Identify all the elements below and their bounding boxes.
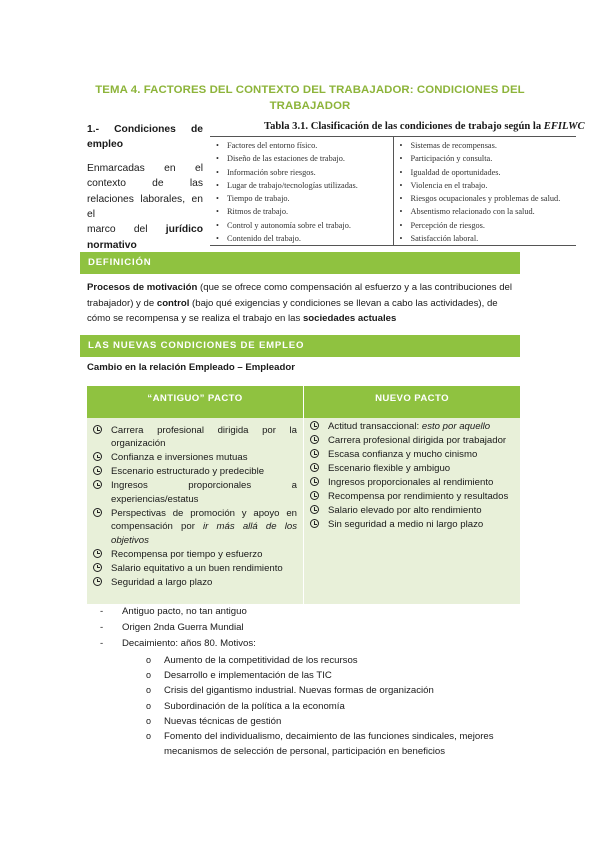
list-item: Recompensa por rendimiento y resultados xyxy=(328,490,514,503)
list-item: • Violencia en el trabajo. xyxy=(400,179,577,192)
relation-subtitle: Cambio en la relación Empleado – Empleador xyxy=(87,362,295,373)
list-item: Carrera profesional dirigida por la organización xyxy=(111,424,297,451)
intro-column xyxy=(87,122,203,253)
list-item: Seguridad a largo plazo xyxy=(111,576,297,589)
intro-heading: 1.- Condiciones de xyxy=(87,124,203,135)
list-item: - Antiguo pacto, no tan antiguo xyxy=(100,604,520,620)
definicion-text: Procesos de motivación (que se ofrece como compensación al esfuerzo y a las contribuciones del trabajador) y de control (bajo qué exigencias y condiciones se llevan a cabo las actividades), de cómo se recompensa y se realiza el trabajo en las sociedades actuales xyxy=(87,282,513,325)
list-item: • Absentismo relacionado con la salud. xyxy=(400,205,577,218)
clock-icon xyxy=(93,466,102,475)
list-item: • Riesgos ocupacionales y problemas de salud. xyxy=(400,192,577,205)
clock-icon xyxy=(93,563,102,572)
clock-icon xyxy=(310,449,319,458)
list-item: • Contenido del trabajo. xyxy=(216,232,393,245)
list-item: • Satisfacción laboral. xyxy=(400,232,577,245)
list-item: o Aumento de la competitividad de los recursos xyxy=(146,653,520,668)
list-item: - Origen 2nda Guerra Mundial xyxy=(100,620,520,636)
list-item: • Factores del entorno físico. xyxy=(216,139,393,152)
clock-icon xyxy=(93,577,102,586)
list-item: Carrera profesional dirigida por trabajador xyxy=(328,434,514,447)
list-item: • Percepción de riesgos. xyxy=(400,219,577,232)
clock-icon xyxy=(93,480,102,489)
definicion-bar: DEFINICIÓN xyxy=(80,252,520,274)
list-item: Confianza e inversiones mutuas xyxy=(111,451,297,464)
new-pact-header: NUEVO PACTO xyxy=(304,386,520,418)
intro-heading-line2: empleo xyxy=(87,139,124,151)
list-item: o Desarrollo e implementación de las TIC xyxy=(146,668,520,683)
list-item: Recompensa por tiempo y esfuerzo xyxy=(111,548,297,561)
clock-icon xyxy=(93,549,102,558)
list-item: • Control y autonomía sobre el trabajo. xyxy=(216,219,393,232)
clock-icon xyxy=(310,477,319,486)
clock-icon xyxy=(93,452,102,461)
clock-icon xyxy=(93,425,102,434)
list-item: o Fomento del individualismo, decaimiento de las funciones sindicales, mejores mecanismos de selección de personal, participación en beneficios xyxy=(146,729,520,760)
page-title: TEMA 4. FACTORES DEL CONTEXTO DEL TRABAJADOR: CONDICIONES DEL TRABAJADOR xyxy=(95,84,525,112)
new-pact-list xyxy=(304,420,520,531)
clock-icon xyxy=(93,508,102,517)
list-item: Salario elevado por alto rendimiento xyxy=(328,504,514,517)
conditions-table xyxy=(210,136,576,246)
list-item: Escasa confianza y mucho cinismo xyxy=(328,448,514,461)
old-pact-list xyxy=(87,424,303,589)
list-item: • Sistemas de recompensas. xyxy=(400,139,577,152)
clock-icon xyxy=(310,505,319,514)
list-item: Escenario flexible y ambiguo xyxy=(328,462,514,475)
nuevas-condiciones-bar: LAS NUEVAS CONDICIONES DE EMPLEO xyxy=(80,335,520,357)
list-item: Escenario estructurado y predecible xyxy=(111,465,297,478)
list-item: • Tiempo de trabajo. xyxy=(216,192,393,205)
list-item: Actitud transaccional: esto por aquello xyxy=(328,420,514,433)
old-pact-header: “ANTIGUO” PACTO xyxy=(87,386,303,418)
table-caption: Tabla 3.1. Clasificación de las condiciones de trabajo según la EFILWC xyxy=(264,121,585,132)
list-item: o Crisis del gigantismo industrial. Nuevas formas de organización xyxy=(146,683,520,698)
clock-icon xyxy=(310,519,319,528)
clock-icon xyxy=(310,491,319,500)
motivos-list xyxy=(122,653,520,760)
list-item: Ingresos proporcionales al rendimiento xyxy=(328,476,514,489)
list-item: • Ritmos de trabajo. xyxy=(216,205,393,218)
list-item: • Diseño de las estaciones de trabajo. xyxy=(216,152,393,165)
intro-text: Enmarcadas en el contexto de las relaciones laborales, en el marco del jurídico normativo xyxy=(87,162,203,251)
list-item: Ingresos proporcionales a experiencias/estatus xyxy=(111,479,297,506)
new-pact-column xyxy=(303,386,520,604)
clock-icon xyxy=(310,421,319,430)
list-item: Salario equitativo a un buen rendimiento xyxy=(111,562,297,575)
old-pact-column xyxy=(87,386,303,604)
list-item: o Nuevas técnicas de gestión xyxy=(146,714,520,729)
pact-comparison-table xyxy=(87,386,520,604)
list-item: Sin seguridad a medio ni largo plazo xyxy=(328,518,514,531)
list-item: • Información sobre riesgos. xyxy=(216,166,393,179)
conditions-right-column xyxy=(393,137,577,245)
notes-list xyxy=(100,604,520,760)
list-item: Perspectivas de promoción y apoyo en compensación por ir más allá de los objetivos xyxy=(111,507,297,547)
list-item: • Igualdad de oportunidades. xyxy=(400,166,577,179)
list-item: - Decaimiento: años 80. Motivos: o Aumento de la competitividad de los recursos o Desarrollo e implementación de las TIC o Crisis del gigantismo industrial. Nuevas formas de organización o Subordinación de la política a la economía o Nuevas técnicas de gestión o Fomento del individualismo, decaimiento de las funciones sindicales, mejores mecanismos de selección de personal, participación en beneficios xyxy=(100,636,520,759)
list-item: • Participación y consulta. xyxy=(400,152,577,165)
list-item: • Lugar de trabajo/tecnologías utilizadas. xyxy=(216,179,393,192)
conditions-left-column xyxy=(210,137,393,245)
clock-icon xyxy=(310,463,319,472)
list-item: o Subordinación de la política a la economía xyxy=(146,699,520,714)
clock-icon xyxy=(310,435,319,444)
